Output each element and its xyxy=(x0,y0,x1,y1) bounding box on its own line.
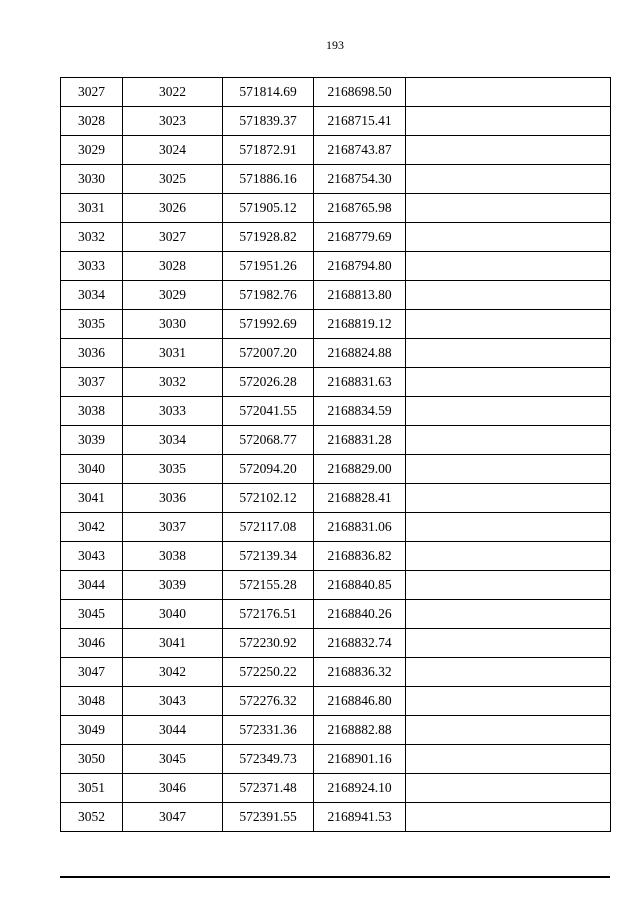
easting-cell: 572391.55 xyxy=(223,803,314,832)
northing-cell: 2168829.00 xyxy=(314,455,406,484)
point-id-cell: 3047 xyxy=(123,803,223,832)
table-row xyxy=(61,368,611,397)
row-number-cell: 3045 xyxy=(61,600,123,629)
easting-cell: 572176.51 xyxy=(223,600,314,629)
row-number-cell: 3032 xyxy=(61,223,123,252)
table-row xyxy=(61,165,611,194)
easting-cell: 571982.76 xyxy=(223,281,314,310)
table-row xyxy=(61,426,611,455)
remarks-cell xyxy=(406,107,611,136)
easting-cell: 571992.69 xyxy=(223,310,314,339)
easting-cell: 572026.28 xyxy=(223,368,314,397)
northing-cell: 2168832.74 xyxy=(314,629,406,658)
easting-cell: 571951.26 xyxy=(223,252,314,281)
northing-cell: 2168831.63 xyxy=(314,368,406,397)
table-row xyxy=(61,107,611,136)
easting-cell: 572371.48 xyxy=(223,774,314,803)
northing-cell: 2168924.10 xyxy=(314,774,406,803)
table-row xyxy=(61,571,611,600)
table-row xyxy=(61,774,611,803)
remarks-cell xyxy=(406,165,611,194)
point-id-cell: 3026 xyxy=(123,194,223,223)
row-number-cell: 3043 xyxy=(61,542,123,571)
row-number-cell: 3047 xyxy=(61,658,123,687)
easting-cell: 572007.20 xyxy=(223,339,314,368)
northing-cell: 2168882.88 xyxy=(314,716,406,745)
northing-cell: 2168840.26 xyxy=(314,600,406,629)
remarks-cell xyxy=(406,136,611,165)
row-number-cell: 3030 xyxy=(61,165,123,194)
northing-cell: 2168754.30 xyxy=(314,165,406,194)
footer-rule xyxy=(60,876,610,878)
remarks-cell xyxy=(406,745,611,774)
remarks-cell xyxy=(406,223,611,252)
table-row xyxy=(61,629,611,658)
remarks-cell xyxy=(406,542,611,571)
table-row xyxy=(61,687,611,716)
table-row xyxy=(61,484,611,513)
remarks-cell xyxy=(406,252,611,281)
point-id-cell: 3034 xyxy=(123,426,223,455)
coordinates-table xyxy=(60,77,611,832)
table-row xyxy=(61,803,611,832)
table-row xyxy=(61,658,611,687)
point-id-cell: 3036 xyxy=(123,484,223,513)
remarks-cell xyxy=(406,658,611,687)
remarks-cell xyxy=(406,281,611,310)
remarks-cell xyxy=(406,716,611,745)
easting-cell: 571814.69 xyxy=(223,78,314,107)
point-id-cell: 3046 xyxy=(123,774,223,803)
row-number-cell: 3041 xyxy=(61,484,123,513)
northing-cell: 2168840.85 xyxy=(314,571,406,600)
table-row xyxy=(61,136,611,165)
easting-cell: 572068.77 xyxy=(223,426,314,455)
remarks-cell xyxy=(406,774,611,803)
easting-cell: 572041.55 xyxy=(223,397,314,426)
point-id-cell: 3032 xyxy=(123,368,223,397)
row-number-cell: 3031 xyxy=(61,194,123,223)
remarks-cell xyxy=(406,194,611,223)
point-id-cell: 3028 xyxy=(123,252,223,281)
northing-cell: 2168824.88 xyxy=(314,339,406,368)
point-id-cell: 3027 xyxy=(123,223,223,252)
easting-cell: 572230.92 xyxy=(223,629,314,658)
row-number-cell: 3046 xyxy=(61,629,123,658)
table-row xyxy=(61,455,611,484)
point-id-cell: 3025 xyxy=(123,165,223,194)
row-number-cell: 3044 xyxy=(61,571,123,600)
northing-cell: 2168941.53 xyxy=(314,803,406,832)
northing-cell: 2168901.16 xyxy=(314,745,406,774)
row-number-cell: 3050 xyxy=(61,745,123,774)
row-number-cell: 3029 xyxy=(61,136,123,165)
northing-cell: 2168765.98 xyxy=(314,194,406,223)
remarks-cell xyxy=(406,368,611,397)
row-number-cell: 3027 xyxy=(61,78,123,107)
northing-cell: 2168836.82 xyxy=(314,542,406,571)
remarks-cell xyxy=(406,78,611,107)
northing-cell: 2168846.80 xyxy=(314,687,406,716)
row-number-cell: 3052 xyxy=(61,803,123,832)
row-number-cell: 3037 xyxy=(61,368,123,397)
northing-cell: 2168828.41 xyxy=(314,484,406,513)
remarks-cell xyxy=(406,310,611,339)
remarks-cell xyxy=(406,600,611,629)
easting-cell: 571839.37 xyxy=(223,107,314,136)
table-row xyxy=(61,397,611,426)
northing-cell: 2168794.80 xyxy=(314,252,406,281)
point-id-cell: 3043 xyxy=(123,687,223,716)
easting-cell: 571872.91 xyxy=(223,136,314,165)
remarks-cell xyxy=(406,484,611,513)
table-row xyxy=(61,252,611,281)
remarks-cell xyxy=(406,455,611,484)
easting-cell: 572094.20 xyxy=(223,455,314,484)
easting-cell: 571928.82 xyxy=(223,223,314,252)
row-number-cell: 3034 xyxy=(61,281,123,310)
point-id-cell: 3030 xyxy=(123,310,223,339)
remarks-cell xyxy=(406,687,611,716)
point-id-cell: 3040 xyxy=(123,600,223,629)
row-number-cell: 3048 xyxy=(61,687,123,716)
northing-cell: 2168836.32 xyxy=(314,658,406,687)
point-id-cell: 3045 xyxy=(123,745,223,774)
table-row xyxy=(61,310,611,339)
table-body xyxy=(61,78,611,832)
remarks-cell xyxy=(406,339,611,368)
northing-cell: 2168819.12 xyxy=(314,310,406,339)
table-row xyxy=(61,745,611,774)
point-id-cell: 3031 xyxy=(123,339,223,368)
point-id-cell: 3039 xyxy=(123,571,223,600)
row-number-cell: 3039 xyxy=(61,426,123,455)
easting-cell: 572117.08 xyxy=(223,513,314,542)
remarks-cell xyxy=(406,513,611,542)
table-row xyxy=(61,542,611,571)
row-number-cell: 3033 xyxy=(61,252,123,281)
northing-cell: 2168715.41 xyxy=(314,107,406,136)
remarks-cell xyxy=(406,571,611,600)
point-id-cell: 3044 xyxy=(123,716,223,745)
northing-cell: 2168813.80 xyxy=(314,281,406,310)
table-row xyxy=(61,78,611,107)
easting-cell: 572139.34 xyxy=(223,542,314,571)
northing-cell: 2168743.87 xyxy=(314,136,406,165)
row-number-cell: 3028 xyxy=(61,107,123,136)
table-row xyxy=(61,194,611,223)
point-id-cell: 3038 xyxy=(123,542,223,571)
point-id-cell: 3042 xyxy=(123,658,223,687)
easting-cell: 572155.28 xyxy=(223,571,314,600)
easting-cell: 572102.12 xyxy=(223,484,314,513)
row-number-cell: 3042 xyxy=(61,513,123,542)
northing-cell: 2168831.28 xyxy=(314,426,406,455)
table-row xyxy=(61,339,611,368)
table-row xyxy=(61,281,611,310)
row-number-cell: 3040 xyxy=(61,455,123,484)
remarks-cell xyxy=(406,803,611,832)
remarks-cell xyxy=(406,426,611,455)
point-id-cell: 3023 xyxy=(123,107,223,136)
northing-cell: 2168779.69 xyxy=(314,223,406,252)
page-number: 193 xyxy=(326,38,344,52)
point-id-cell: 3022 xyxy=(123,78,223,107)
northing-cell: 2168698.50 xyxy=(314,78,406,107)
point-id-cell: 3033 xyxy=(123,397,223,426)
table-row xyxy=(61,223,611,252)
row-number-cell: 3036 xyxy=(61,339,123,368)
northing-cell: 2168831.06 xyxy=(314,513,406,542)
row-number-cell: 3051 xyxy=(61,774,123,803)
easting-cell: 572250.22 xyxy=(223,658,314,687)
easting-cell: 571905.12 xyxy=(223,194,314,223)
easting-cell: 572349.73 xyxy=(223,745,314,774)
row-number-cell: 3038 xyxy=(61,397,123,426)
northing-cell: 2168834.59 xyxy=(314,397,406,426)
point-id-cell: 3037 xyxy=(123,513,223,542)
row-number-cell: 3049 xyxy=(61,716,123,745)
row-number-cell: 3035 xyxy=(61,310,123,339)
table-row xyxy=(61,600,611,629)
easting-cell: 571886.16 xyxy=(223,165,314,194)
table-row xyxy=(61,513,611,542)
point-id-cell: 3035 xyxy=(123,455,223,484)
point-id-cell: 3041 xyxy=(123,629,223,658)
easting-cell: 572276.32 xyxy=(223,687,314,716)
table-row xyxy=(61,716,611,745)
point-id-cell: 3029 xyxy=(123,281,223,310)
remarks-cell xyxy=(406,397,611,426)
remarks-cell xyxy=(406,629,611,658)
easting-cell: 572331.36 xyxy=(223,716,314,745)
point-id-cell: 3024 xyxy=(123,136,223,165)
